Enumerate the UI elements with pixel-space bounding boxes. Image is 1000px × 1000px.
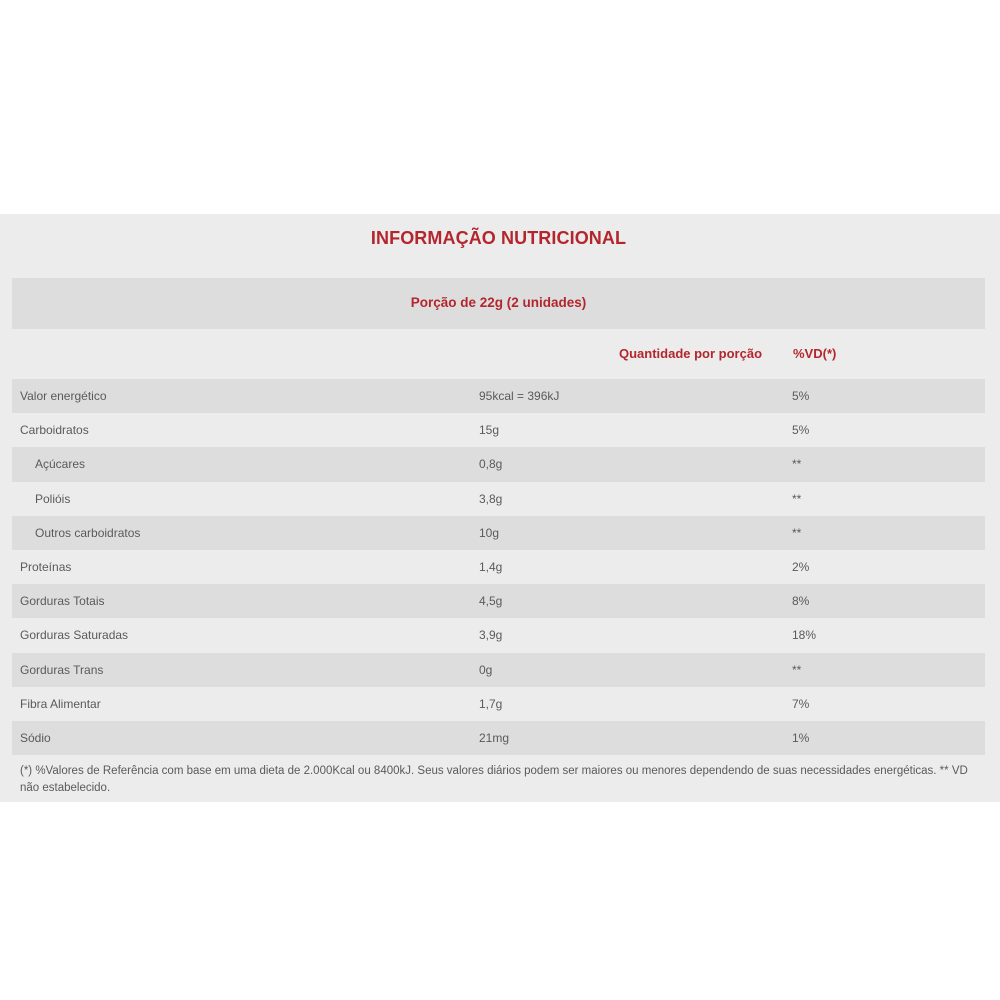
nutrient-vd: 7% <box>792 696 810 711</box>
nutrient-name: Gorduras Saturadas <box>20 628 129 643</box>
column-header-quantity: Quantidade por porção <box>619 346 763 361</box>
nutrient-name: Polióis <box>35 491 71 506</box>
nutrient-name: Proteínas <box>20 559 72 574</box>
nutrient-name: Fibra Alimentar <box>20 696 101 711</box>
nutrient-vd: ** <box>792 457 802 472</box>
nutrient-name: Açúcares <box>35 457 86 472</box>
nutrient-quantity: 0g <box>479 662 493 677</box>
nutrient-quantity: 10g <box>479 525 500 540</box>
portion-size: Porção de 22g (2 unidades) <box>410 295 587 310</box>
table-row <box>12 584 985 618</box>
nutrient-vd: 8% <box>792 594 810 609</box>
table-row <box>12 618 985 652</box>
table-row <box>12 413 985 447</box>
column-header-vd: %VD(*) <box>793 346 837 361</box>
table-row <box>12 482 985 516</box>
nutrition-table <box>12 379 985 755</box>
nutrient-vd: 18% <box>792 628 817 643</box>
nutrient-quantity: 3,8g <box>479 491 503 506</box>
table-row <box>12 550 985 584</box>
nutrition-title: INFORMAÇÃO NUTRICIONAL <box>370 228 627 248</box>
nutrient-vd: ** <box>792 662 802 677</box>
nutrient-name: Outros carboidratos <box>35 525 141 540</box>
nutrient-vd: ** <box>792 491 802 506</box>
nutrient-vd: ** <box>792 525 802 540</box>
table-row <box>12 687 985 721</box>
nutrient-vd: 1% <box>792 730 810 745</box>
nutrient-name: Valor energético <box>20 389 107 403</box>
table-row <box>12 379 985 413</box>
nutrient-quantity: 21mg <box>479 730 510 745</box>
nutrient-vd: 2% <box>792 559 810 574</box>
table-row <box>12 721 985 755</box>
nutrient-quantity: 15g <box>479 423 500 438</box>
table-row <box>12 516 985 550</box>
nutrient-name: Gorduras Totais <box>20 594 105 609</box>
nutrient-quantity: 4,5g <box>479 594 503 609</box>
nutrient-quantity: 3,9g <box>479 628 503 643</box>
nutrient-quantity: 95kcal = 396kJ <box>479 389 560 403</box>
footnote: (*) %Valores de Referência com base em uma dieta de 2.000Kcal ou 8400kJ. Seus valores diários podem ser maiores ou menores dependendo de suas necessidades energéticas. ** VD não estabelecido. <box>20 765 968 794</box>
nutrient-name: Sódio <box>20 730 51 745</box>
nutrient-name: Carboidratos <box>20 423 89 438</box>
nutrient-quantity: 1,7g <box>479 696 503 711</box>
table-row <box>12 447 985 481</box>
nutrient-quantity: 1,4g <box>479 559 503 574</box>
nutrient-vd: 5% <box>792 423 810 438</box>
nutrient-name: Gorduras Trans <box>20 662 104 677</box>
table-row <box>12 653 985 687</box>
nutrient-quantity: 0,8g <box>479 457 503 472</box>
nutrient-vd: 5% <box>792 389 810 403</box>
